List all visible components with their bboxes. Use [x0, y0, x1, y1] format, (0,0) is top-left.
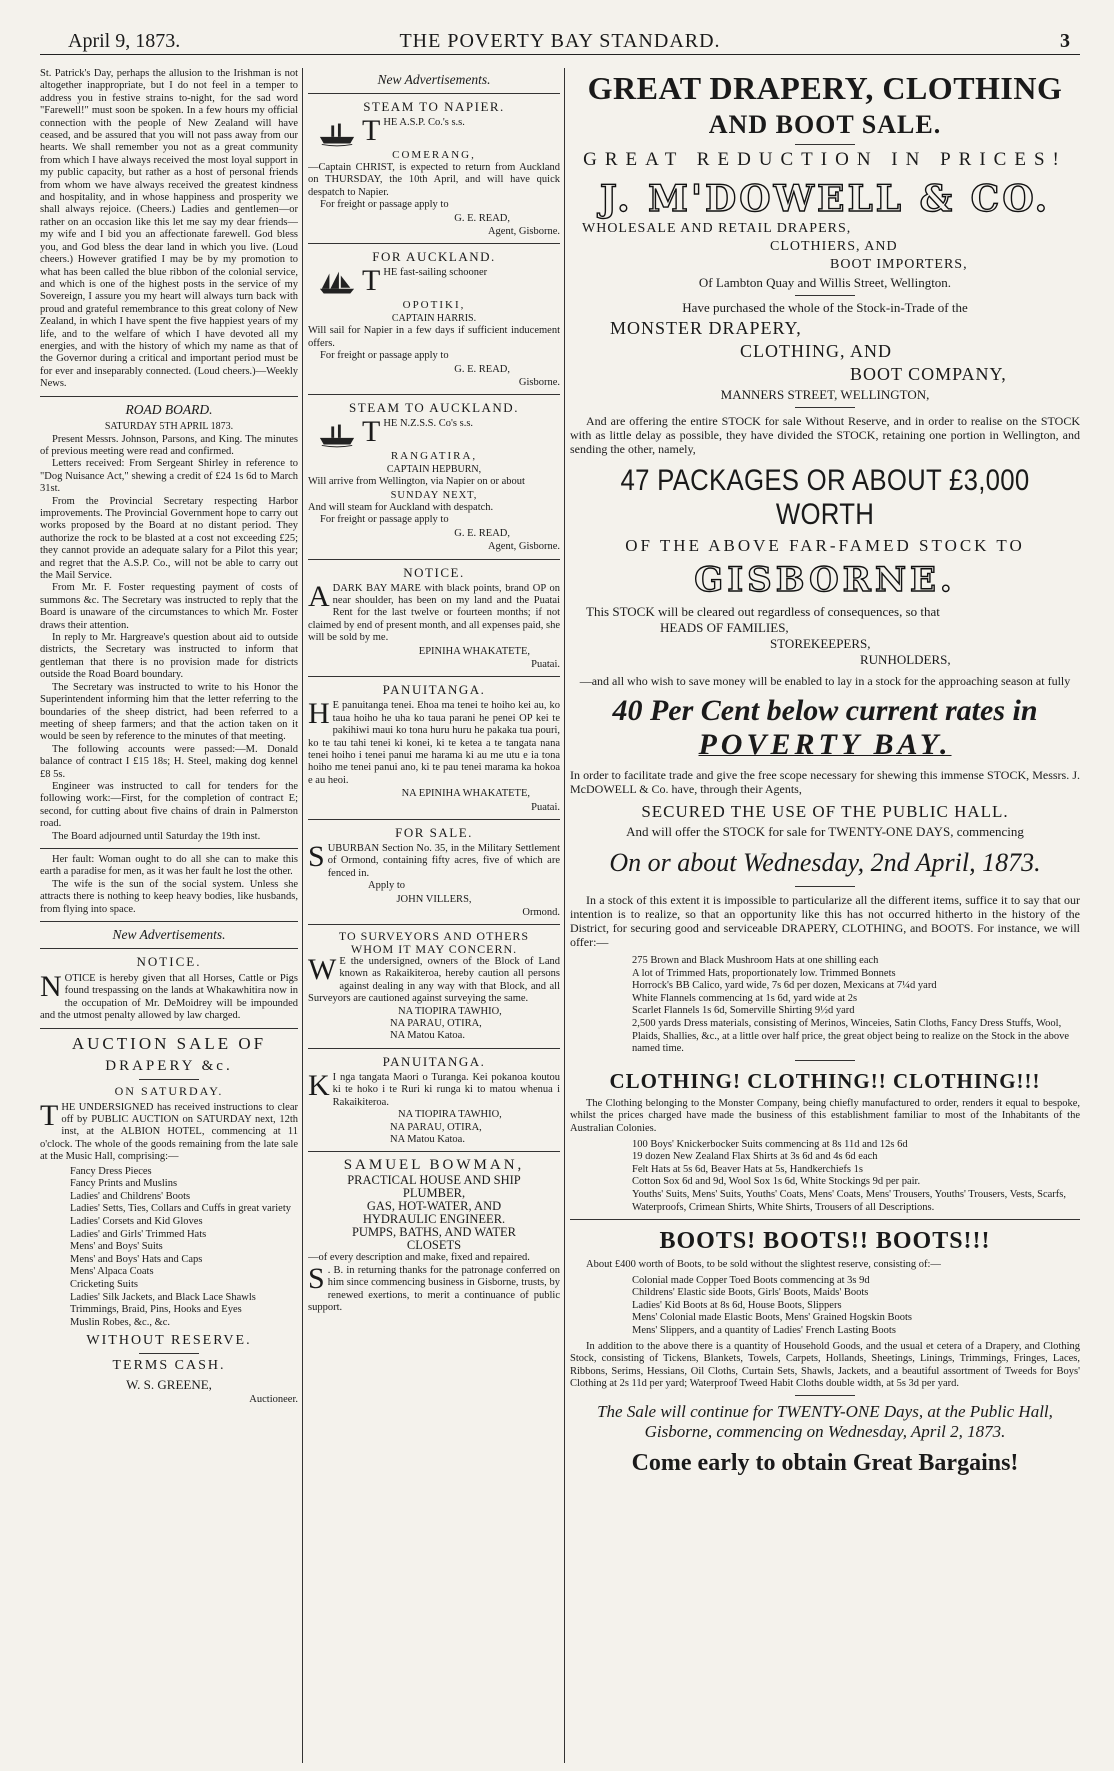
surveyors-sig: NA TIOPIRA TAWHIO,	[398, 1005, 502, 1017]
divider	[308, 819, 560, 820]
panuitanga-text: I nga tangata Maori o Turanga. Kei pokanoa koutou ki te hoko i te Ruri ki runga ki to matou whenua i Rakaikiteroa.	[332, 1071, 560, 1108]
boot-importers-line: BOOT IMPORTERS,	[830, 257, 968, 272]
notice-place: Puatai.	[531, 658, 560, 670]
list-item: 100 Boys' Knickerbocker Suits commencing at 8s 11d and 12s 6d	[632, 1138, 908, 1150]
without-reserve: WITHOUT RESERVE.	[86, 1333, 252, 1349]
list-item: A lot of Trimmed Hats, proportionately low. Trimmed Bonnets	[632, 967, 896, 979]
column-rule	[564, 68, 565, 1763]
surveyors-sig: NA Matou Katoa.	[390, 1030, 465, 1042]
boots-headline: BOOTS! BOOTS!! BOOTS!!!	[659, 1228, 991, 1255]
list-item: Horrock's BB Calico, yard wide, 7s 6d per dozen, Mexicans at 7¼d yard	[632, 980, 937, 992]
bowman-line: PLUMBER,	[402, 1186, 466, 1201]
boots-intro: About £400 worth of Boots, to be sold without the slightest reserve, consisting of:—	[586, 1259, 941, 1271]
clothing-headline: CLOTHING! CLOTHING!! CLOTHING!!!	[609, 1068, 1041, 1093]
list-item: Trimmings, Braid, Pins, Hooks and Eyes	[70, 1304, 242, 1316]
dropcap: S	[308, 840, 325, 873]
runholders: RUNHOLDERS,	[860, 652, 951, 667]
divider	[40, 396, 298, 397]
divider	[40, 848, 298, 849]
list-item: Mens' Colonial made Elastic Boots, Mens' Grained Hogskin Boots	[632, 1312, 912, 1324]
ship-name: COMERANG,	[392, 149, 476, 161]
bowman-repairs: —of every description and make, fixed and repaired.	[308, 1252, 530, 1264]
list-item: 19 dozen New Zealand Flax Shirts at 3s 6d and 4s 6d each	[632, 1151, 878, 1163]
dropcap: N	[40, 970, 62, 1003]
panuitanga-title: PANUITANGA.	[382, 1053, 486, 1069]
bowman-text: . B. in returning thanks for the patronage conferred on him since commencing business in Gisborne, trusts, by renewed exertions, to merit a continuance of public support.	[308, 1264, 560, 1313]
ad-apply: For freight or passage apply to	[320, 350, 449, 362]
list-item: 275 Brown and Black Mushroom Hats at one shilling each	[632, 955, 879, 966]
auction-day: ON SATURDAY.	[114, 1083, 224, 1098]
auction-title: AUCTION SALE OF	[71, 1033, 267, 1053]
road-board-para: From Mr. F. Foster requesting payment of costs of summons &c. The Secretary was instructed to reply that the Board is unaware of the circumstances to which Mr. Foster draws their attention.	[40, 582, 298, 631]
panuitanga-place: Puatai.	[531, 801, 560, 813]
divider	[308, 924, 560, 925]
divider	[40, 948, 298, 949]
notice-text: DARK BAY MARE with black points, brand OP on near shoulder, has been on my land and the Puatai Rent for the last twelve or fourteen months; if not claimed by end of present month, and all expenses paid, she will be sold by me.	[308, 582, 560, 644]
ad-text: Will arrive from Wellington, via Napier on or about	[308, 476, 525, 488]
road-board-title: ROAD BOARD.	[125, 401, 213, 417]
captain-name: CAPTAIN HARRIS.	[391, 313, 477, 325]
poverty-bay-headline: POVERTY BAY.	[698, 728, 952, 761]
steam-to-napier-title: STEAM TO NAPIER.	[363, 99, 505, 114]
surveyors-sig: NA PARAU, OTIRA,	[390, 1018, 482, 1030]
offer-days: And will offer the STOCK for sale for TWENTY-ONE DAYS, commencing	[626, 824, 1024, 839]
heads-of-families: HEADS OF FAMILIES,	[660, 620, 789, 635]
closing-notice: The Sale will continue for TWENTY-ONE Days, at the Public Hall, Gisborne, commencing on Wednesday, April 2, 1873.	[597, 1402, 1053, 1442]
drapery-list	[632, 955, 1080, 1056]
road-board-para: In reply to Mr. Hargreave's question about aid to outside districts, the Secretary was instructed to inform that gentleman that there is no provision made for districts outside the Road Board boundary.	[40, 632, 298, 681]
divider	[795, 295, 855, 296]
subheadline: AND BOOT SALE.	[708, 110, 942, 139]
bowman-line: CLOSETS	[406, 1238, 462, 1253]
list-item: Mens' and Boys' Suits	[70, 1241, 163, 1253]
agent-name: G. E. READ,	[454, 527, 510, 539]
steam-to-auckland-title: STEAM TO AUCKLAND.	[349, 400, 519, 416]
agent-title: Gisborne.	[518, 377, 560, 389]
column-rule	[302, 68, 303, 1763]
notice-trespass	[40, 970, 298, 1023]
road-board-para: The following accounts were passed:—M. Donald balance of contract I £15 18s; H. Steel, making dog kennel £8 5s.	[40, 743, 298, 780]
bowman-thanks	[308, 1261, 560, 1315]
ad-apply: For freight or passage apply to	[320, 514, 449, 526]
for-sale-name: JOHN VILLERS,	[396, 893, 472, 905]
save-money-para: —and all who wish to save money will be enabled to lay in a stock for the approaching season at fully	[579, 674, 1071, 688]
ad-apply: For freight or passage apply to	[320, 199, 449, 211]
road-board-para: Present Messrs. Johnson, Parsons, and King. The minutes of previous meeting were read and confirmed.	[40, 433, 298, 457]
list-item: Muslin Robes, &c., &c.	[70, 1316, 171, 1328]
dropcap: T	[362, 415, 381, 449]
ad-line: HE fast-sailing schooner	[383, 267, 488, 279]
list-item: Mens' and Boys' Hats and Caps	[70, 1253, 203, 1265]
firm-name: J. M'DOWELL & CO.	[599, 178, 1051, 220]
for-sale-text: UBURBAN Section No. 35, in the Military Settlement of Ormond, containing fifty acres, five of which are fenced in.	[327, 843, 560, 879]
notice-title: NOTICE.	[403, 564, 465, 580]
governor-farewell-speech: St. Patrick's Day, perhaps the allusion to the Irishman is not altogether inappropriate, but I do not feel in a temper to address you in festive strains to-night, for the sad word "Farewell!" must soon be spoken. In a few hours my official connection with the people of New Zealand will have ceased, and be assured that you will not pass away from our hearts. We shall remember you not as a great community from which I have always received the most loyal support in my public capacity, but rather as a host of personal friends from whom we have always received the greatest kindness and hospitality, and in whose happiness and prosperity we shall always rejoice. (Cheers.) Ladies and gentlemen—or rather on an occasion like this let me say my dear friends—my wife and I bid you an affectionate farewell. God bless you, and God bless the dear land in which you live. (Loud cheers.) However gratified I may be by my promotion to what has been called the blue ribbon of the colonial service, and which is one of the highest posts in the service of my Sovereign, I assure you my heart will always turn back with proud and grateful remembrance to this great colony of New Zealand, in which I have spent the five happiest years of my life, and to the welfare of which I have devoted all my energies, and with the history of which my name as that of the Governor during a critical and important period must be for ever and inseparably connected. (Loud cheers.)—Weekly News.	[40, 68, 298, 390]
auction-body: HE UNDERSIGNED has received instructions to clear off by PUBLIC AUCTION on SATURDAY next, 12th inst, at the ALBION HOTEL, commencing at 11 o'clock. The whole of the goods remaining from the late sale at the Music Hall, comprising:—	[40, 1101, 298, 1163]
steam-to-auckland-ad	[308, 415, 560, 553]
divider	[40, 1028, 298, 1029]
list-item: Colonial made Copper Toed Boots commencing at 3s 9d	[632, 1274, 870, 1286]
new-advertisements-title: New Advertisements.	[112, 927, 226, 942]
surveyors-notice	[308, 953, 560, 1006]
monster-drapery: MONSTER DRAPERY,	[610, 318, 802, 338]
divider	[40, 921, 298, 922]
surveyors-text: E the undersigned, owners of the Block of Land known as Rakaikiteroa, hereby caution all persons against dealing in any way with that Block, and all Surveyors are cautioned against surveying the same.	[308, 956, 560, 1005]
captain-name: CAPTAIN HEPBURN,	[386, 464, 482, 476]
list-item: Cotton Sox 6d and 9d, Wool Sox 1s 6d, White Stockings 9d per pair.	[632, 1176, 921, 1188]
divider	[308, 1151, 560, 1152]
stock-para: In a stock of this extent it is impossible to particularize all the different items, suffice it to say that our intention is to realize, so that an opportunity like this has not occurred hitherto in the history of the District, for securing good and serviceable DRAPERY, CLOTHING, and BOOTS. For instance, we will offer:—	[570, 893, 1080, 949]
steamship-icon	[318, 420, 356, 450]
bowman-line: GAS, HOT-WATER, AND	[366, 1199, 502, 1214]
reduction-heading: GREAT REDUCTION IN PRICES!	[583, 149, 1067, 170]
panuitanga-notice	[308, 1068, 560, 1109]
divider	[795, 407, 855, 408]
notice-signature: EPINIHA WHAKATETE,	[418, 645, 530, 657]
panuitanga-title: PANUITANGA.	[382, 682, 486, 698]
far-famed-line: OF THE ABOVE FAR-FAMED STOCK TO	[625, 536, 1025, 555]
dropcap: T	[362, 264, 381, 298]
agent-title: Agent, Gisborne.	[487, 226, 560, 238]
sale-date: On or about Wednesday, 2nd April, 1873.	[609, 848, 1041, 877]
bowman-line: PUMPS, BATHS, AND WATER	[351, 1225, 517, 1240]
ad-day: SUNDAY NEXT,	[390, 489, 478, 501]
panuitanga-text: E panuitanga tenei. Ehoa ma tenei te hoiho kei au, ko taua hoiho he uha ko taua parani he penei OP kei te pakihiwi maui ko tona huru huru he pakaka tua pouri, ko te tau tahi tenei ki konei, ki te ketea a te tangata nana tenei hoiho i tenei panui me harama ki au me utu e ia tona hoiho me tenei panui ano, ki te pau tenei marama ka hokoa e au heoi.	[308, 700, 560, 786]
surveyors-subtitle: WHOM IT MAY CONCERN.	[350, 942, 518, 957]
agent-title: Agent, Gisborne.	[487, 541, 560, 553]
facilitate-para: In order to facilitate trade and give the free scope necessary for shewing this immense STOCK, Messrs. J. McDOWELL & Co. have, through their Agents,	[570, 768, 1080, 796]
public-hall-headline: SECURED THE USE OF THE PUBLIC HALL.	[641, 802, 1009, 821]
clothing-para: The Clothing belonging to the Monster Company, being chiefly manufactured to order, renders it equal to bespoke, whilst the prices charged have made the business of this establishment familiar to most of the Inhabitants of the Australian Colonies.	[570, 1097, 1080, 1134]
list-item: Youths' Suits, Mens' Suits, Youths' Coats, Mens' Coats, Mens' Trousers, Youths' Trousers, Vests, Scarfs, Waterproofs, Crimean Shirts, White Shirts, Trousers of all Descriptions.	[632, 1188, 1066, 1213]
panuitanga-sig: NA Matou Katoa.	[390, 1133, 465, 1145]
firm-address: Of Lambton Quay and Willis Street, Wellington.	[698, 275, 952, 290]
cleared-line: This STOCK will be cleared out regardless of consequences, so that	[586, 604, 940, 619]
steamship-icon	[318, 119, 356, 149]
percent-headline: 40 Per Cent below current rates in	[612, 694, 1038, 727]
page-header	[40, 30, 1080, 55]
packages-headline: 47 PACKAGES OR ABOUT £3,000 WORTH	[620, 464, 1030, 531]
road-board-dateline: SATURDAY 5TH APRIL 1873.	[104, 420, 234, 432]
her-fault-para: Her fault: Woman ought to do all she can to make this earth a paradise for men, as it was her fault he lost the other.	[40, 853, 298, 878]
manners-street: MANNERS STREET, WELLINGTON,	[720, 387, 930, 402]
auction-subtitle: DRAPERY &c.	[105, 1057, 233, 1074]
column-2	[308, 68, 560, 1763]
list-item: Felt Hats at 5s 6d, Beaver Hats at 5s, Handkerchiefs 1s	[632, 1163, 863, 1175]
page-number: 3	[1060, 30, 1070, 52]
clothing-and: CLOTHING, AND	[740, 341, 892, 361]
for-sale-apply: Apply to	[368, 880, 406, 892]
column-1	[40, 68, 298, 1763]
offering-para: And are offering the entire STOCK for sale Without Reserve, and in order to realise on the STOCK with as little delay as possible, they have divided the STOCK, retaining one portion in Wellington, and sending the other, namely,	[570, 414, 1080, 456]
road-board-para: Letters received: From Sergeant Shirley in reference to "Dog Nuisance Act," shewing a credit of £24 1s 6d to March 31st.	[40, 458, 298, 495]
masthead: THE POVERTY BAY STANDARD.	[399, 30, 721, 52]
auctioneer-title: Auctioneer.	[249, 1394, 298, 1406]
ad-text: And will steam for Auckland with despatch.	[308, 501, 494, 513]
notice-text: OTICE is hereby given that all Horses, Cattle or Pigs found trespassing on the lands at Whakawhitira now in the occupation of Mr. DeMoidrey will be impounded and the utmost penalty allowed by law charged.	[40, 973, 298, 1022]
notice-dark-bay-mare	[308, 579, 560, 645]
terms-cash: TERMS CASH.	[112, 1358, 226, 1374]
dropcap: W	[308, 953, 337, 987]
boot-company: BOOT COMPANY,	[850, 364, 1007, 384]
dropcap: A	[308, 579, 330, 613]
list-item: Childrens' Elastic side Boots, Girls' Boots, Maids' Boots	[632, 1287, 869, 1299]
ad-text: —Captain CHRIST, is expected to return from Auckland on THURSDAY, the 10th April, and will have quick despatch to Napier.	[308, 162, 560, 198]
wholesale-line: WHOLESALE AND RETAIL DRAPERS,	[582, 221, 852, 236]
clothing-list	[632, 1139, 1080, 1215]
dropcap: S	[308, 1261, 325, 1295]
for-auckland-ad	[308, 264, 560, 389]
list-item: Ladies' and Childrens' Boots	[70, 1190, 191, 1202]
schooner-icon	[318, 269, 356, 299]
dropcap: T	[40, 1098, 59, 1132]
auctioneer-name: W. S. GREENE,	[126, 1377, 212, 1393]
boots-list	[632, 1275, 1080, 1338]
bowman-line: HYDRAULIC ENGINEER.	[362, 1212, 506, 1227]
panuitanga-notice	[308, 697, 560, 787]
new-advertisements-title: New Advertisements.	[377, 72, 491, 87]
list-item: Mens' Slippers, and a quantity of Ladies' French Lasting Boots	[632, 1325, 896, 1337]
divider	[139, 1353, 199, 1354]
road-board-para: Engineer was instructed to call for tenders for the following work:—First, for the completion of contract E; second, for cutting about five chains of drain in Palmerston road.	[40, 780, 298, 830]
divider	[139, 1079, 199, 1080]
agent-name: G. E. READ,	[454, 212, 510, 224]
divider	[308, 559, 560, 560]
agent-name: G. E. READ,	[454, 363, 510, 375]
issue-date: April 9, 1873.	[68, 30, 181, 52]
dropcap: T	[362, 114, 381, 147]
divider	[570, 1219, 1080, 1220]
ship-name: OPOTIKI,	[402, 299, 466, 312]
divider	[795, 1060, 855, 1061]
panuitanga-sig: NA TIOPIRA TAWHIO,	[398, 1109, 502, 1121]
addition-para: In addition to the above there is a quantity of Household Goods, and the usual et cetera of a Drapery, and Clothing Stock, consisting of Tickens, Blankets, Towels, Carpets, Hollands, Sheetings, Linings, Trimmings, Fringes, Laces, Ribbons, Serims, Hessians, Oil Cloths, Curtain Sets, Shawls, Jackets, and a beautiful assortment of Tweeds for Boys' Clothing at 2s 11d per yard; Waterproof Tweed Habit Cloths double width, at 5s 3d per yard.	[570, 1340, 1080, 1390]
for-sale-notice	[308, 840, 560, 880]
auction-text	[40, 1098, 298, 1164]
her-fault-para: The wife is the sun of the social system. Unless she attracts there is nothing to keep heavy bodies, like husbands, from flying into space.	[40, 878, 298, 915]
for-sale-title: FOR SALE.	[395, 825, 473, 840]
road-board-para: From the Provincial Secretary respecting Harbor improvements. The Provincial Government hope to carry out works proposed by the Board at no distant period. They authorize the rock to be blasted at a cost not exceeding £25; they cannot provide an adequate salary for a Pilot this year; and regret that the A.S.P. Co., will not be able to carry out the Mail Service.	[40, 495, 298, 582]
list-item: Fancy Dress Pieces	[70, 1165, 152, 1177]
panuitanga-sig: NA PARAU, OTIRA,	[390, 1121, 482, 1133]
divider	[308, 93, 560, 94]
purchased-line: Have purchased the whole of the Stock-in-Trade of the	[682, 300, 968, 315]
list-item: Scarlet Flannels 1s 6d, Somerville Shirting 9½d yard	[632, 1005, 855, 1017]
for-auckland-title: FOR AUCKLAND.	[372, 249, 496, 265]
list-item: Ladies' Setts, Ties, Collars and Cuffs in great variety	[70, 1203, 292, 1215]
dropcap: K	[308, 1068, 330, 1102]
divider	[308, 394, 560, 395]
divider	[795, 1395, 855, 1396]
bowman-name: SAMUEL BOWMAN,	[343, 1157, 525, 1174]
for-sale-place: Ormond.	[522, 906, 560, 918]
headline: GREAT DRAPERY, CLOTHING	[587, 70, 1063, 106]
list-item: Ladies' Corsets and Kid Gloves	[70, 1216, 203, 1228]
ad-line: HE N.Z.S.S. Co's s.s.	[383, 418, 474, 430]
divider	[308, 1048, 560, 1049]
steam-to-napier-ad	[308, 114, 560, 238]
list-item: Fancy Prints and Muslins	[70, 1178, 178, 1190]
come-early-headline: Come early to obtain Great Bargains!	[631, 1450, 1019, 1477]
column-3	[570, 68, 1080, 1763]
divider	[308, 676, 560, 677]
notice-title: NOTICE.	[136, 954, 202, 969]
list-item: 2,500 yards Dress materials, consisting of Merinos, Winceies, Satin Cloths, Fancy Dress Stuffs, Wool, Plaids, Shallies, &c., at a little over half price, the great object being to realize on the Stock in the above named time.	[632, 1017, 1070, 1055]
list-item: White Flannels commencing at 1s 6d, yard wide at 2s	[632, 992, 858, 1004]
list-item: Ladies' Silk Jackets, and Black Lace Shawls	[70, 1291, 256, 1303]
surveyors-title: TO SURVEYORS AND OTHERS	[338, 929, 530, 944]
gisborne-headline: GISBORNE.	[694, 560, 956, 600]
ad-text: Will sail for Napier in a few days if sufficient inducement offers.	[308, 325, 560, 349]
dropcap: H	[308, 697, 330, 731]
list-item: Ladies' Kid Boots at 8s 6d, House Boots, Slippers	[632, 1299, 842, 1311]
list-item: Ladies' and Girls' Trimmed Hats	[70, 1228, 207, 1240]
road-board-para: The Board adjourned until Saturday the 19th inst.	[52, 830, 261, 842]
road-board-para: The Secretary was instructed to write to his Honor the Superintendent informing him that the letter referring to the boundaries of the sheep district, had been referred to a meeting of sheep farmers; and that the action taken on it would be seen by reference to the minutes of that meeting.	[40, 681, 298, 743]
list-item: Mens' Alpaca Coats	[70, 1266, 154, 1278]
ad-line: HE A.S.P. Co.'s s.s.	[383, 117, 465, 128]
clothiers-line: CLOTHIERS, AND	[770, 239, 898, 254]
panuitanga-signature: NA EPINIHA WHAKATETE,	[401, 788, 530, 800]
ship-name: RANGATIRA,	[390, 450, 478, 463]
auction-items	[70, 1166, 298, 1330]
divider	[795, 886, 855, 887]
storekeepers: STOREKEEPERS,	[770, 636, 871, 651]
divider	[795, 144, 855, 145]
divider	[308, 243, 560, 244]
bowman-line: PRACTICAL HOUSE AND SHIP	[347, 1173, 521, 1188]
list-item: Cricketing Suits	[70, 1279, 138, 1290]
